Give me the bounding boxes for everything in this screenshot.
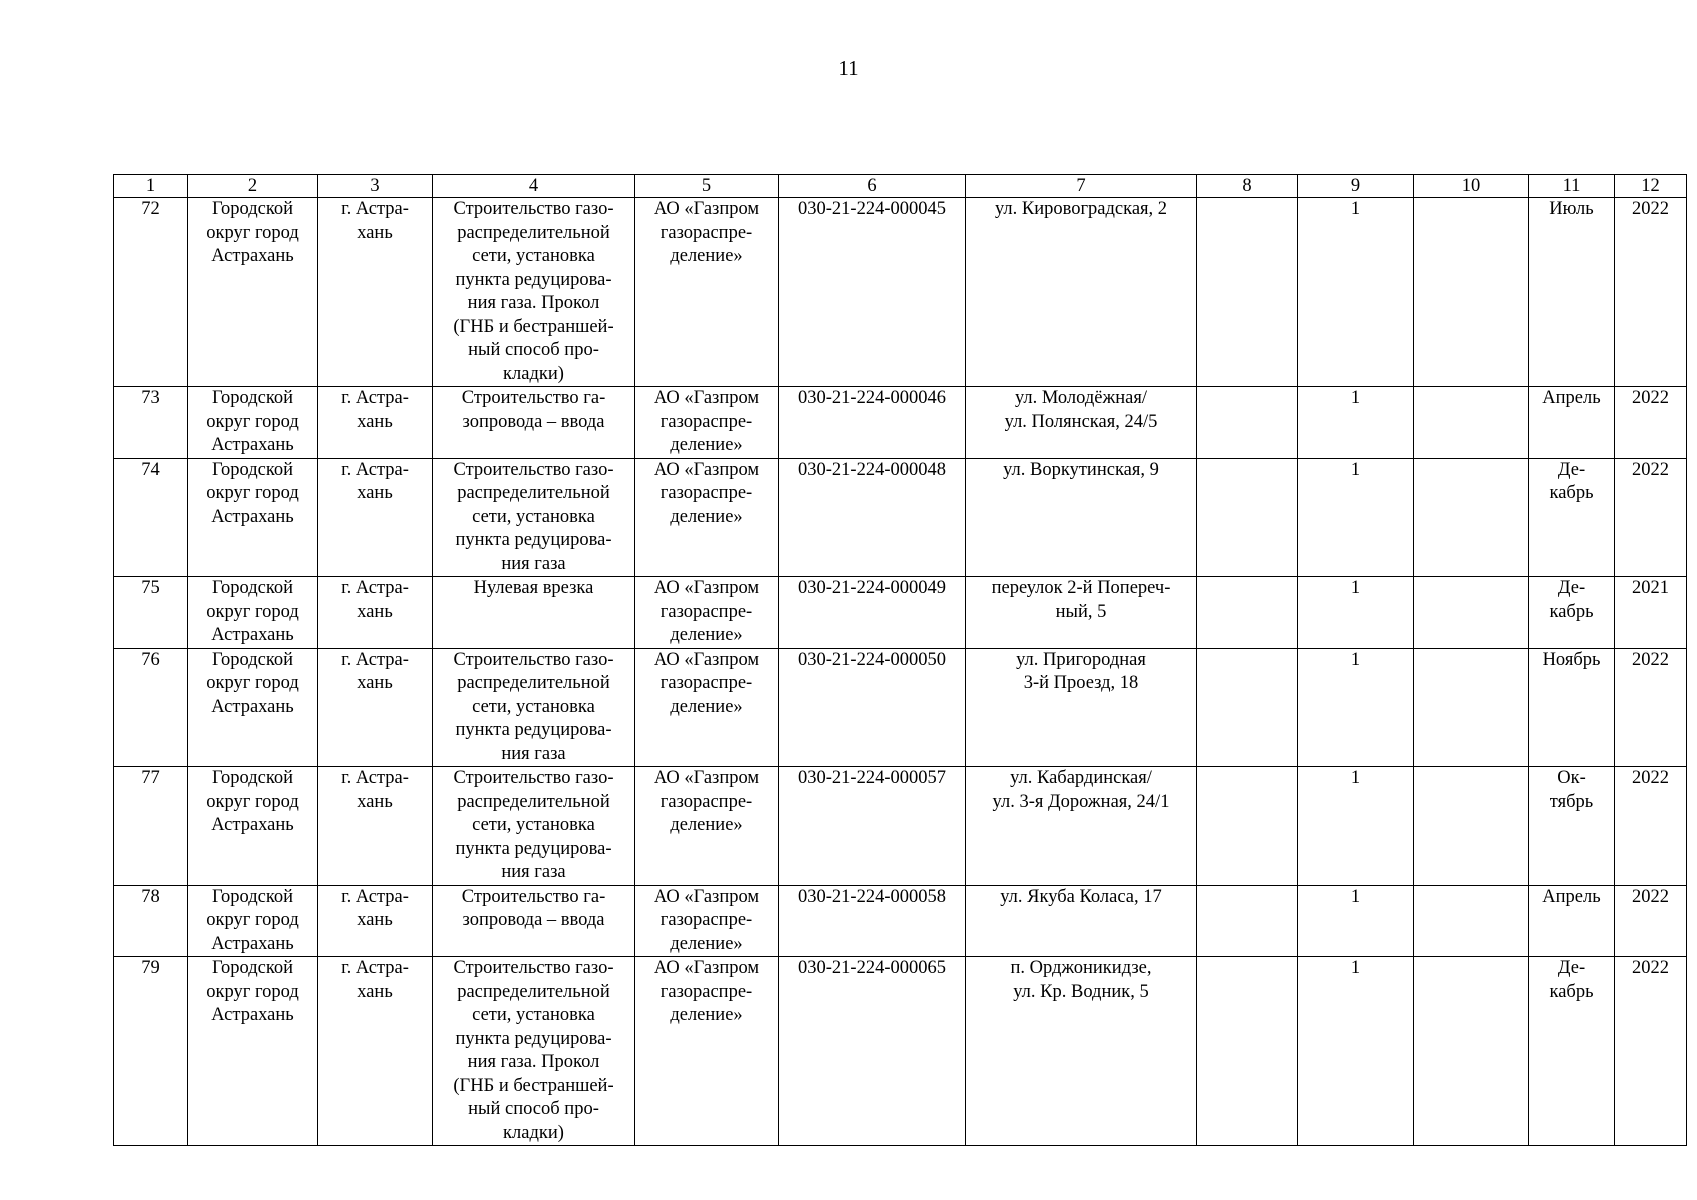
cell-col-8 xyxy=(1197,198,1298,387)
column-header: 3 xyxy=(318,175,433,198)
cell-work-description: Строительство газо- распределительной сети, установка пункта редуцирова- ния газа. Прокол (ГНБ и бестраншей- ный способ про- кладки) xyxy=(433,198,635,387)
cell-settlement: г. Астра- хань xyxy=(318,577,433,649)
table-row xyxy=(114,648,1687,767)
cell-year: 2022 xyxy=(1615,648,1687,767)
cell-count: 1 xyxy=(1298,577,1414,649)
cell-month: Июль xyxy=(1529,198,1615,387)
cell-month: Де- кабрь xyxy=(1529,957,1615,1146)
cell-object-code: 030-21-224-000057 xyxy=(779,767,966,886)
cell-municipality: Городской округ город Астрахань xyxy=(188,458,318,577)
cell-month: Апрель xyxy=(1529,885,1615,957)
page-number: 11 xyxy=(838,56,859,80)
cell-count: 1 xyxy=(1298,198,1414,387)
table-row xyxy=(114,198,1687,387)
cell-col-10 xyxy=(1414,458,1529,577)
cell-count: 1 xyxy=(1298,387,1414,459)
cell-count: 1 xyxy=(1298,767,1414,886)
cell-row-number: 75 xyxy=(114,577,188,649)
cell-col-8 xyxy=(1197,767,1298,886)
cell-address: п. Орджоникидзе, ул. Кр. Водник, 5 xyxy=(966,957,1197,1146)
table-row xyxy=(114,767,1687,886)
cell-work-description: Строительство газо- распределительной сети, установка пункта редуцирова- ния газа xyxy=(433,767,635,886)
cell-organization: АО «Газпром газораспре- деление» xyxy=(635,577,779,649)
table-row xyxy=(114,957,1687,1146)
cell-year: 2022 xyxy=(1615,767,1687,886)
header-row xyxy=(114,175,1687,198)
cell-month: Ок- тябрь xyxy=(1529,767,1615,886)
cell-year: 2021 xyxy=(1615,577,1687,649)
cell-address: ул. Молодёжная/ ул. Полянская, 24/5 xyxy=(966,387,1197,459)
cell-count: 1 xyxy=(1298,957,1414,1146)
data-table xyxy=(113,174,1687,1146)
cell-col-10 xyxy=(1414,767,1529,886)
cell-municipality: Городской округ город Астрахань xyxy=(188,767,318,886)
column-header: 4 xyxy=(433,175,635,198)
cell-month: Ноябрь xyxy=(1529,648,1615,767)
cell-municipality: Городской округ город Астрахань xyxy=(188,957,318,1146)
column-header: 1 xyxy=(114,175,188,198)
cell-col-10 xyxy=(1414,648,1529,767)
cell-object-code: 030-21-224-000050 xyxy=(779,648,966,767)
cell-year: 2022 xyxy=(1615,458,1687,577)
cell-work-description: Строительство газо- распределительной сети, установка пункта редуцирова- ния газа xyxy=(433,648,635,767)
cell-object-code: 030-21-224-000058 xyxy=(779,885,966,957)
cell-municipality: Городской округ город Астрахань xyxy=(188,577,318,649)
cell-settlement: г. Астра- хань xyxy=(318,648,433,767)
column-header: 9 xyxy=(1298,175,1414,198)
column-header: 11 xyxy=(1529,175,1615,198)
cell-month: Апрель xyxy=(1529,387,1615,459)
cell-object-code: 030-21-224-000049 xyxy=(779,577,966,649)
cell-row-number: 74 xyxy=(114,458,188,577)
cell-count: 1 xyxy=(1298,648,1414,767)
cell-object-code: 030-21-224-000048 xyxy=(779,458,966,577)
cell-month: Де- кабрь xyxy=(1529,577,1615,649)
cell-organization: АО «Газпром газораспре- деление» xyxy=(635,198,779,387)
table-row xyxy=(114,387,1687,459)
table-row xyxy=(114,885,1687,957)
cell-work-description: Строительство газо- распределительной сети, установка пункта редуцирова- ния газа. Прокол (ГНБ и бестраншей- ный способ про- кладки) xyxy=(433,957,635,1146)
cell-work-description: Строительство га- зопровода – ввода xyxy=(433,885,635,957)
table-row xyxy=(114,458,1687,577)
cell-row-number: 76 xyxy=(114,648,188,767)
cell-col-10 xyxy=(1414,885,1529,957)
cell-col-10 xyxy=(1414,957,1529,1146)
cell-year: 2022 xyxy=(1615,885,1687,957)
cell-address: переулок 2-й Попереч- ный, 5 xyxy=(966,577,1197,649)
cell-year: 2022 xyxy=(1615,387,1687,459)
cell-col-8 xyxy=(1197,957,1298,1146)
cell-municipality: Городской округ город Астрахань xyxy=(188,885,318,957)
column-header: 10 xyxy=(1414,175,1529,198)
cell-work-description: Строительство га- зопровода – ввода xyxy=(433,387,635,459)
cell-year: 2022 xyxy=(1615,198,1687,387)
cell-settlement: г. Астра- хань xyxy=(318,198,433,387)
cell-address: ул. Воркутинская, 9 xyxy=(966,458,1197,577)
cell-organization: АО «Газпром газораспре- деление» xyxy=(635,387,779,459)
cell-col-10 xyxy=(1414,198,1529,387)
cell-count: 1 xyxy=(1298,458,1414,577)
column-header: 6 xyxy=(779,175,966,198)
cell-address: ул. Пригородная 3-й Проезд, 18 xyxy=(966,648,1197,767)
cell-col-10 xyxy=(1414,387,1529,459)
cell-organization: АО «Газпром газораспре- деление» xyxy=(635,767,779,886)
column-header: 8 xyxy=(1197,175,1298,198)
cell-col-8 xyxy=(1197,885,1298,957)
cell-col-8 xyxy=(1197,577,1298,649)
cell-municipality: Городской округ город Астрахань xyxy=(188,648,318,767)
column-header: 5 xyxy=(635,175,779,198)
cell-col-8 xyxy=(1197,648,1298,767)
cell-row-number: 72 xyxy=(114,198,188,387)
cell-row-number: 77 xyxy=(114,767,188,886)
cell-organization: АО «Газпром газораспре- деление» xyxy=(635,885,779,957)
cell-work-description: Строительство газо- распределительной сети, установка пункта редуцирова- ния газа xyxy=(433,458,635,577)
cell-settlement: г. Астра- хань xyxy=(318,458,433,577)
cell-col-8 xyxy=(1197,458,1298,577)
cell-settlement: г. Астра- хань xyxy=(318,767,433,886)
table-body xyxy=(114,198,1687,1146)
column-header: 7 xyxy=(966,175,1197,198)
cell-object-code: 030-21-224-000065 xyxy=(779,957,966,1146)
cell-year: 2022 xyxy=(1615,957,1687,1146)
cell-municipality: Городской округ город Астрахань xyxy=(188,387,318,459)
cell-col-8 xyxy=(1197,387,1298,459)
cell-settlement: г. Астра- хань xyxy=(318,387,433,459)
cell-row-number: 73 xyxy=(114,387,188,459)
cell-work-description: Нулевая врезка xyxy=(433,577,635,649)
cell-object-code: 030-21-224-000045 xyxy=(779,198,966,387)
cell-settlement: г. Астра- хань xyxy=(318,885,433,957)
cell-organization: АО «Газпром газораспре- деление» xyxy=(635,648,779,767)
cell-col-10 xyxy=(1414,577,1529,649)
column-header: 12 xyxy=(1615,175,1687,198)
cell-organization: АО «Газпром газораспре- деление» xyxy=(635,458,779,577)
table-row xyxy=(114,577,1687,649)
cell-object-code: 030-21-224-000046 xyxy=(779,387,966,459)
cell-address: ул. Кабардинская/ ул. 3-я Дорожная, 24/1 xyxy=(966,767,1197,886)
column-header: 2 xyxy=(188,175,318,198)
cell-address: ул. Кировоградская, 2 xyxy=(966,198,1197,387)
cell-address: ул. Якуба Коласа, 17 xyxy=(966,885,1197,957)
cell-month: Де- кабрь xyxy=(1529,458,1615,577)
cell-row-number: 78 xyxy=(114,885,188,957)
cell-organization: АО «Газпром газораспре- деление» xyxy=(635,957,779,1146)
cell-count: 1 xyxy=(1298,885,1414,957)
cell-municipality: Городской округ город Астрахань xyxy=(188,198,318,387)
cell-row-number: 79 xyxy=(114,957,188,1146)
cell-settlement: г. Астра- хань xyxy=(318,957,433,1146)
